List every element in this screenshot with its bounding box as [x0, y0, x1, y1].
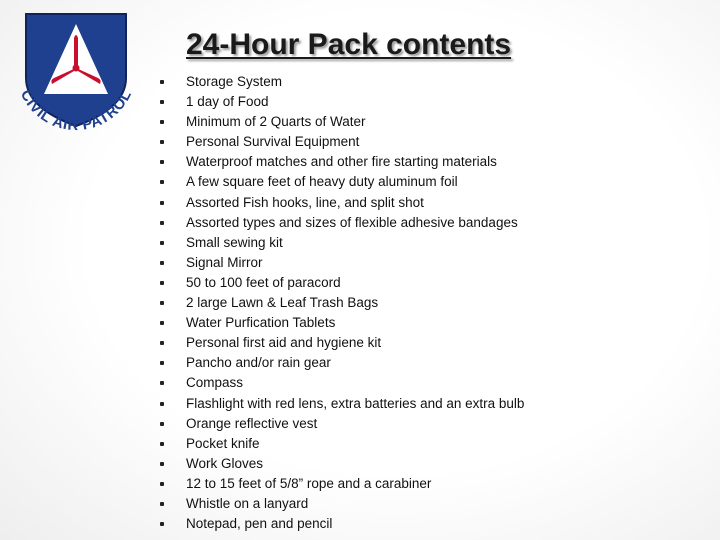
list-item-text: Minimum of 2 Quarts of Water: [186, 114, 366, 130]
bullet-icon: [160, 120, 164, 124]
list-item-text: Small sewing kit: [186, 234, 283, 250]
list-item: [154, 353, 714, 373]
list-item-text: 12 to 15 feet of 5/8” rope and a carabiner: [186, 475, 432, 491]
list-item-text: Notepad, pen and pencil: [186, 516, 333, 532]
list-item-text: 50 to 100 feet of paracord: [186, 274, 341, 290]
slide-title: 24-Hour Pack contents: [186, 28, 512, 61]
list-item: [154, 313, 714, 333]
bullet-icon: [160, 180, 164, 184]
list-item-text: 1 day of Food: [186, 94, 269, 110]
bullet-icon: [160, 201, 164, 205]
list-item-text: Water Purfication Tablets: [186, 315, 336, 331]
bullet-icon: [160, 341, 164, 345]
list-item-text: Assorted types and sizes of flexible adhesive bandages: [186, 214, 518, 230]
bullet-icon: [160, 381, 164, 385]
list-item: [154, 293, 714, 313]
bullet-icon: [160, 321, 164, 325]
list-item-text: Personal first aid and hygiene kit: [186, 335, 382, 351]
bullet-icon: [160, 361, 164, 365]
bullet-icon: [160, 402, 164, 406]
list-item-text: 2 large Lawn & Leaf Trash Bags: [186, 295, 379, 311]
list-item: [154, 373, 714, 393]
list-item: [154, 213, 714, 233]
list-item: [154, 233, 714, 253]
list-item-text: Flashlight with red lens, extra batteries and an extra bulb: [186, 395, 525, 411]
list-item: [154, 72, 714, 92]
list-item: [154, 152, 714, 172]
bullet-icon: [160, 442, 164, 446]
bullet-icon: [160, 462, 164, 466]
list-item-text: A few square feet of heavy duty aluminum foil: [186, 174, 458, 190]
list-item: [154, 172, 714, 192]
list-item: [154, 132, 714, 152]
bullet-icon: [160, 241, 164, 245]
list-item-text: Waterproof matches and other fire starting materials: [186, 154, 497, 170]
list-item: [154, 454, 714, 474]
list-item: [154, 273, 714, 293]
list-item: [154, 494, 714, 514]
list-item-text: Pancho and/or rain gear: [186, 355, 331, 371]
list-item-text: Personal Survival Equipment: [186, 134, 360, 150]
bullet-icon: [160, 140, 164, 144]
list-item-text: Compass: [186, 375, 244, 391]
list-item-text: Whistle on a lanyard: [186, 495, 309, 511]
bullet-icon: [160, 502, 164, 506]
list-item: [154, 333, 714, 353]
list-item: [154, 474, 714, 494]
list-item: [154, 434, 714, 454]
list-item-text: Signal Mirror: [186, 254, 263, 270]
list-item-text: Pocket knife: [186, 435, 260, 451]
bullet-icon: [160, 261, 164, 265]
list-item-text: Storage System: [186, 74, 283, 89]
bullet-icon: [160, 522, 164, 526]
list-item: [154, 253, 714, 273]
bullet-icon: [160, 160, 164, 164]
civil-air-patrol-logo-icon: [8, 8, 144, 140]
bullet-icon: [160, 80, 164, 84]
list-item: [154, 112, 714, 132]
list-item: [154, 92, 714, 112]
logo-text-path: CIVIL AIR PATROL: [16, 87, 136, 135]
bullet-icon: [160, 422, 164, 426]
list-item: [154, 193, 714, 213]
list-item: [154, 414, 714, 434]
list-item-text: Orange reflective vest: [186, 415, 318, 431]
bullet-icon: [160, 221, 164, 225]
list-item-text: Work Gloves: [186, 455, 264, 471]
bullet-icon: [160, 301, 164, 305]
list-item: [154, 514, 714, 534]
list-item-text: Assorted Fish hooks, line, and split shot: [186, 194, 424, 210]
bullet-icon: [160, 482, 164, 486]
bullet-icon: [160, 100, 164, 104]
pack-contents-list: [154, 72, 714, 534]
list-item: [154, 394, 714, 414]
bullet-icon: [160, 281, 164, 285]
